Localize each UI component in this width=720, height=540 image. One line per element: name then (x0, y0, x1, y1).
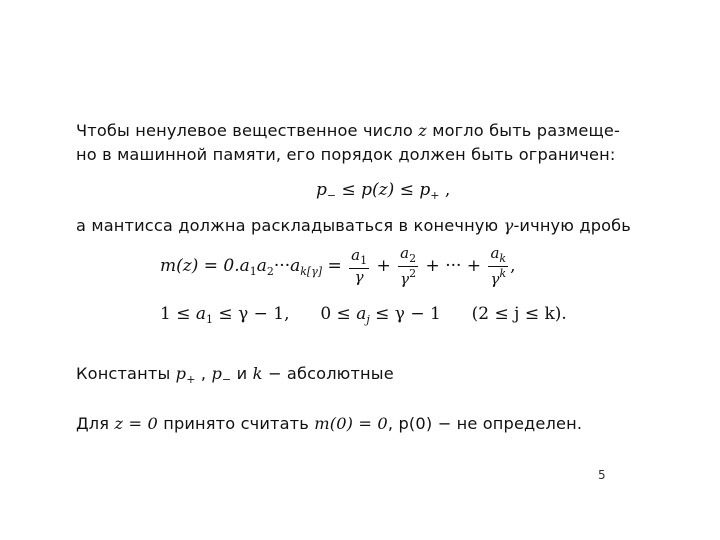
fraction-a1 (349, 248, 369, 285)
math-punct: , (444, 180, 451, 200)
math-var: γ (490, 269, 500, 288)
math-sub: 1 (360, 254, 368, 267)
paragraph-constants (76, 364, 394, 386)
math-op: ≤ (399, 180, 414, 200)
text: − не определен. (432, 414, 583, 433)
math-sub: 1 (206, 313, 214, 326)
math-var-gamma: γ (503, 216, 514, 235)
paragraph-line-1 (76, 121, 620, 140)
math-sub: + (186, 373, 196, 386)
math-sup: 2 (409, 266, 417, 280)
text: и (231, 364, 253, 383)
formula-digit-bounds (160, 304, 567, 326)
math-sub: + (430, 189, 440, 202)
math-var: a (400, 244, 410, 262)
math-sup: k (499, 266, 507, 280)
paragraph-line-2 (76, 145, 616, 164)
paragraph-zero-case (76, 414, 582, 433)
math-expr: m(z) = 0. (160, 256, 240, 277)
math-expr: m(0) = 0 (314, 414, 388, 433)
math-expr: (2 ≤ j ≤ k). (471, 304, 567, 324)
text: Чтобы ненулевое вещественное число (76, 121, 419, 140)
math-op: = (322, 256, 348, 277)
math-var: a (351, 246, 361, 264)
math-op: + ··· + (420, 256, 487, 277)
text: принято считать (157, 414, 315, 433)
math-expr: 0 ≤ (320, 304, 357, 324)
paragraph-mantissa (76, 216, 631, 235)
text: Константы (76, 364, 176, 383)
text: могло быть размеще- (426, 121, 620, 140)
math-var: a (239, 256, 250, 277)
fraction-ak (488, 246, 508, 287)
math-var: p (316, 180, 327, 200)
math-expr: p(0) (398, 414, 433, 433)
math-sub: 1 (249, 265, 257, 279)
math-var-z: z (418, 121, 427, 140)
math-var: k (252, 364, 263, 383)
math-expr: 1 ≤ (160, 304, 196, 324)
math-var: p (419, 180, 431, 200)
text: но в машинной памяти, его порядок должен быть ограничен: (76, 145, 616, 164)
math-var: γ (354, 267, 364, 286)
math-var: p (211, 364, 222, 383)
text: -ичную дробь (513, 216, 631, 235)
math-expr: ≤ γ − 1, (213, 304, 290, 324)
math-punct: , (510, 256, 516, 277)
math-sub: − (221, 373, 232, 386)
text: а мантисса должна раскладываться в конечную (76, 216, 504, 235)
formula-mantissa (160, 246, 516, 287)
math-sub: k (499, 252, 507, 265)
math-expr: p(z) (361, 180, 395, 200)
math-var: a (256, 256, 267, 277)
text: , (195, 364, 212, 383)
math-var: a (290, 256, 301, 277)
text: , (387, 414, 399, 433)
math-sub: j (366, 313, 370, 326)
math-var: a (490, 244, 500, 262)
math-op: ≤ (341, 180, 356, 200)
math-sub: k[γ] (300, 265, 323, 279)
math-expr: ≤ γ − 1 (369, 304, 441, 324)
math-dots: ··· (273, 256, 291, 277)
math-op: + (371, 256, 397, 277)
math-expr: z = 0 (114, 414, 158, 433)
text: Для (76, 414, 115, 433)
math-sub: 2 (266, 265, 274, 279)
math-var: a (356, 304, 367, 324)
math-var: p (175, 364, 187, 383)
page-number: 5 (598, 468, 606, 482)
math-sub: 2 (409, 252, 417, 265)
math-var: γ (400, 269, 410, 288)
text: − абсолютные (262, 364, 394, 383)
math-sub: − (326, 189, 337, 202)
fraction-a2 (398, 246, 418, 287)
math-var: a (195, 304, 207, 324)
formula-exponent-range (316, 180, 450, 202)
